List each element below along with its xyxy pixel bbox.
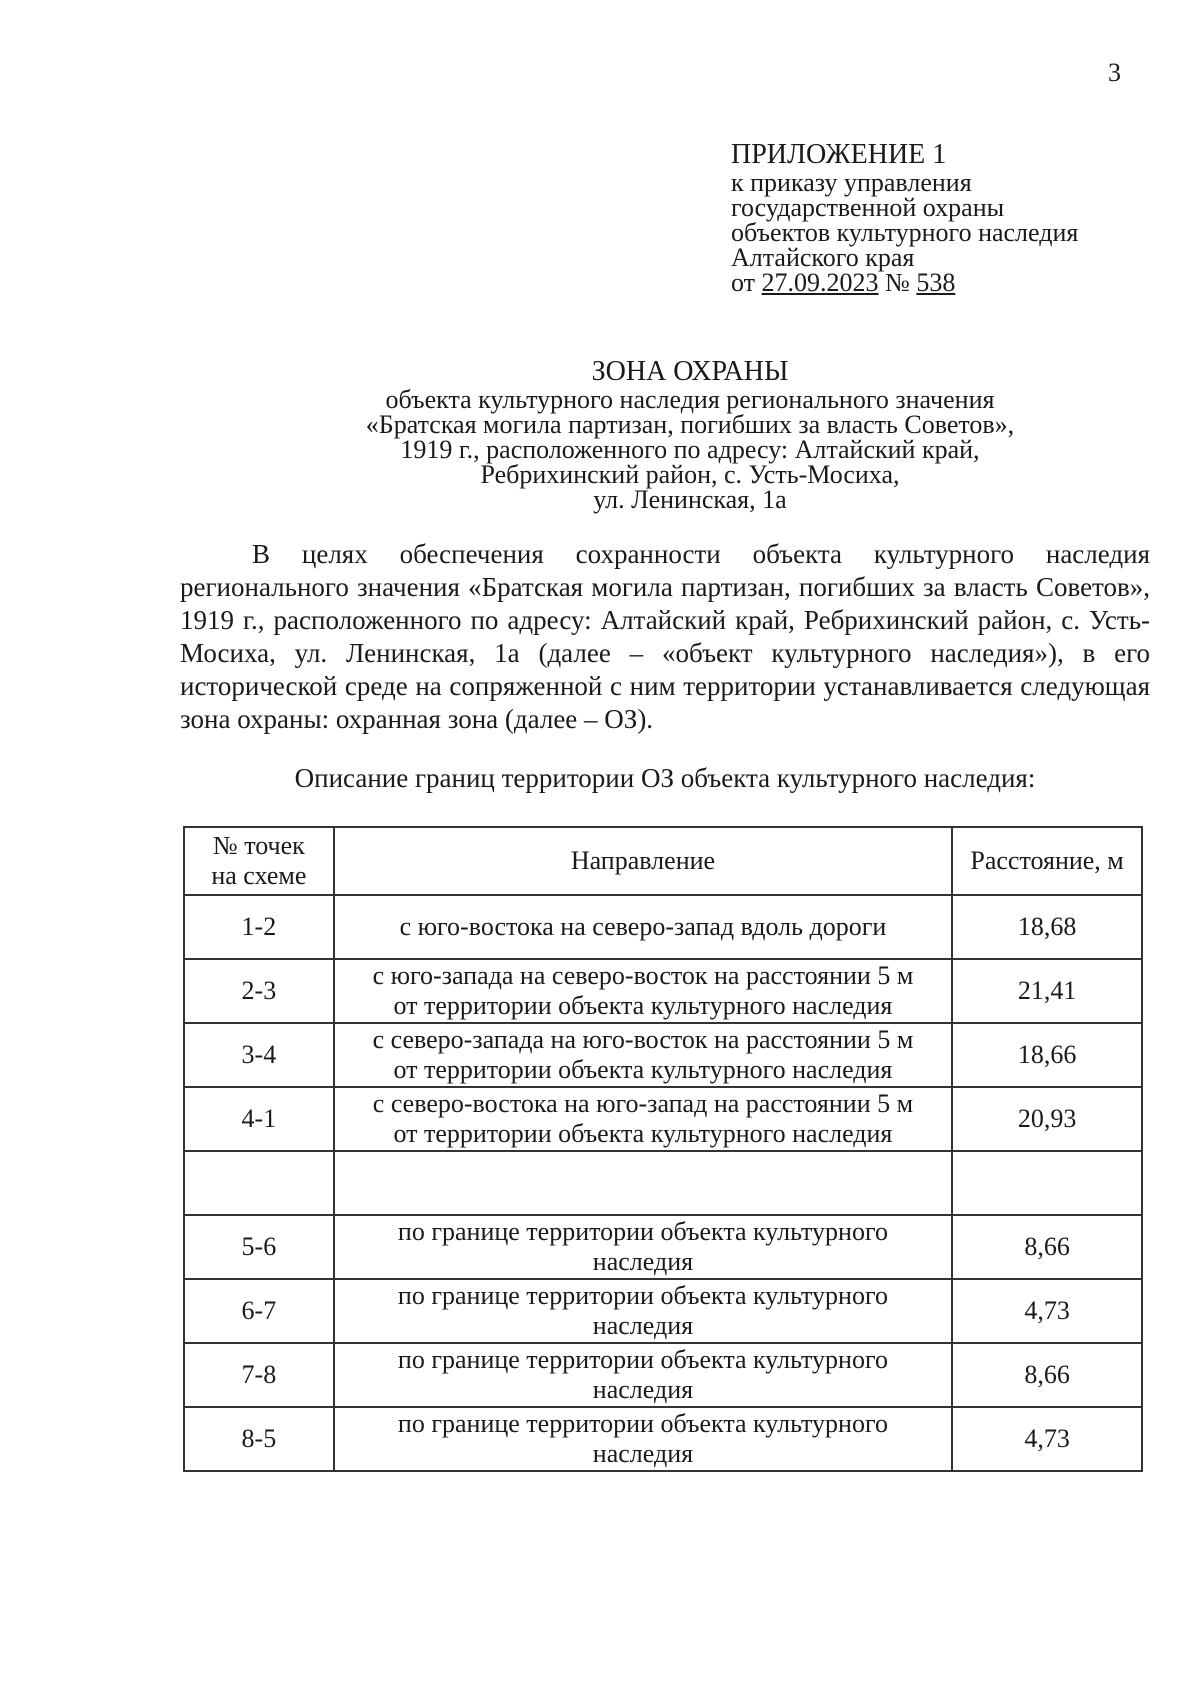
cell-distance: 4,73	[952, 1279, 1142, 1343]
cell-points: 2-3	[184, 959, 334, 1023]
direction-line: по границе территории объекта культурного	[397, 1345, 888, 1374]
heading-title: ЗОНА ОХРАНЫ	[591, 356, 789, 387]
direction-line: от территории объекта культурного наследия	[393, 1055, 893, 1084]
cell-distance: 21,41	[952, 959, 1142, 1023]
cell-distance: 4,73	[952, 1407, 1142, 1471]
heading-line: Ребрихинский район, с. Усть-Мосиха,	[480, 460, 900, 489]
direction-line: наследия	[592, 1439, 694, 1468]
cell-direction	[334, 1279, 952, 1343]
direction-line: наследия	[592, 1247, 694, 1276]
cell-points: 1-2	[184, 895, 334, 959]
direction-line: наследия	[592, 1375, 694, 1404]
appendix-line: Алтайского края	[731, 243, 915, 272]
page-number: 3	[1108, 58, 1121, 87]
document-heading	[260, 357, 1120, 512]
appendix-line: государственной охраны	[731, 193, 1005, 222]
table-caption: Описание границ территории ОЗ объекта культурного наследия:	[294, 763, 1036, 793]
direction-line: от территории объекта культурного наследия	[393, 991, 893, 1020]
table-row	[184, 1279, 1142, 1343]
header-distance: Расстояние, м	[952, 827, 1142, 895]
cell-direction	[334, 1087, 952, 1151]
appendix-line: объектов культурного наследия	[731, 218, 1079, 247]
body-paragraph: В целях обеспечения сохранности объекта культурного наследия регионального значения «Братская могила партизан, погибших за власть Советов», 1919 г., расположенного по адресу: Алтайский край, Ребрихинский район, с. Усть-Мосиха, ул. Ленинская, 1а (далее – «объект культурного наследия»), в его исторической среде на сопряженной с ним территории устанавливается следующая зона охраны: охранная зона (далее – ОЗ).	[180, 539, 1150, 734]
direction-line: с юго-запада на северо-восток на расстоянии 5 м	[372, 961, 914, 990]
cell-distance: 18,68	[952, 895, 1142, 959]
cell-points	[184, 1151, 334, 1215]
cell-points: 4-1	[184, 1087, 334, 1151]
table-row	[184, 1151, 1142, 1215]
appendix-title: ПРИЛОЖЕНИЕ 1	[731, 139, 947, 170]
cell-direction	[334, 959, 952, 1023]
cell-points: 7-8	[184, 1343, 334, 1407]
cell-distance: 8,66	[952, 1215, 1142, 1279]
order-number: 538	[916, 268, 956, 297]
table-header-row	[184, 827, 1142, 895]
table-row	[184, 895, 1142, 959]
table-row	[184, 959, 1142, 1023]
direction-line: наследия	[592, 1311, 694, 1340]
cell-direction	[334, 1343, 952, 1407]
direction-line: с северо-запада на юго-восток на расстоянии 5 м	[372, 1025, 914, 1054]
cell-distance: 18,66	[952, 1023, 1142, 1087]
table-body	[184, 895, 1142, 1471]
direction-line: по границе территории объекта культурного	[397, 1217, 888, 1246]
cell-distance: 20,93	[952, 1087, 1142, 1151]
table-row	[184, 1343, 1142, 1407]
cell-points: 8-5	[184, 1407, 334, 1471]
appendix-date-line	[731, 270, 1078, 295]
cell-direction	[334, 1023, 952, 1087]
cell-points: 6-7	[184, 1279, 334, 1343]
cell-direction	[334, 1407, 952, 1471]
table-row	[184, 1087, 1142, 1151]
direction-line: с северо-востока на юго-запад на расстоянии 5 м	[372, 1089, 914, 1118]
cell-distance: 8,66	[952, 1343, 1142, 1407]
header-direction: Направление	[334, 827, 952, 895]
direction-line: по границе территории объекта культурного	[397, 1409, 888, 1438]
cell-points: 3-4	[184, 1023, 334, 1087]
table-row	[184, 1023, 1142, 1087]
date-prefix: от	[731, 268, 756, 297]
appendix-block	[731, 140, 1078, 295]
heading-line: «Братская могила партизан, погибших за власть Советов»,	[365, 410, 1015, 439]
number-sign: №	[885, 268, 910, 297]
cell-points: 5-6	[184, 1215, 334, 1279]
heading-line: ул. Ленинская, 1а	[593, 485, 787, 514]
cell-direction	[334, 1151, 952, 1215]
heading-line: объекта культурного наследия регионального значения	[385, 385, 995, 414]
heading-line: 1919 г., расположенного по адресу: Алтайский край,	[400, 435, 980, 464]
header-points	[184, 827, 334, 895]
boundaries-table	[183, 826, 1143, 1472]
table-row	[184, 1407, 1142, 1471]
cell-distance	[952, 1151, 1142, 1215]
direction-line: от территории объекта культурного наследия	[393, 1119, 893, 1148]
direction-line: по границе территории объекта культурного	[397, 1281, 888, 1310]
appendix-line: к приказу управления	[731, 168, 972, 197]
cell-direction	[334, 895, 952, 959]
cell-direction	[334, 1215, 952, 1279]
order-date: 27.09.2023	[761, 268, 879, 297]
header-points-line: № точек	[212, 831, 305, 860]
direction-line: с юго-востока на северо-запад вдоль дороги	[399, 912, 887, 941]
header-points-line: на схеме	[211, 861, 307, 890]
table-row	[184, 1215, 1142, 1279]
